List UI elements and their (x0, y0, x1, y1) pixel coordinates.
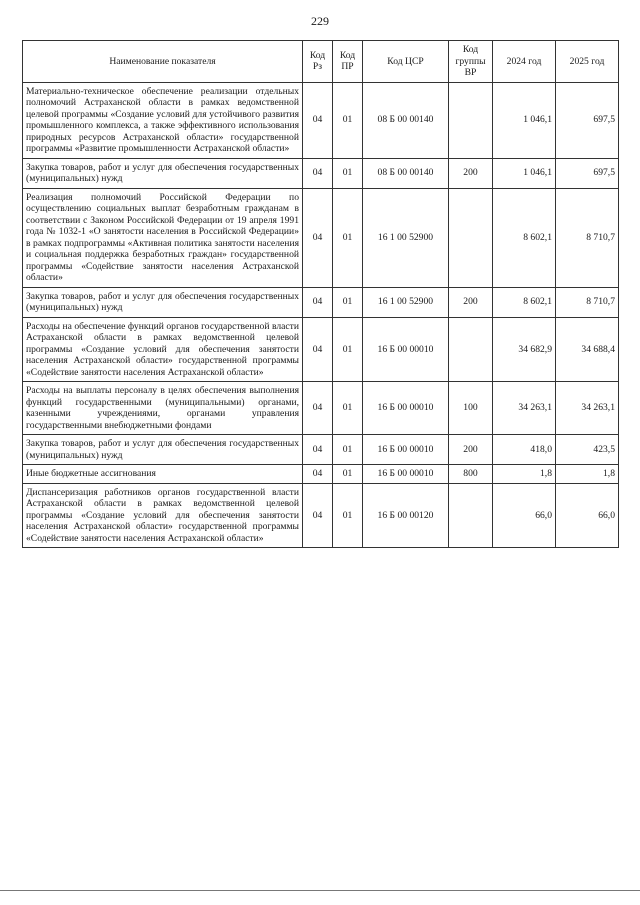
row-rz: 04 (303, 465, 333, 484)
row-vr: 200 (449, 158, 493, 188)
header-csr: Код ЦСР (363, 41, 449, 83)
row-pr: 01 (333, 158, 363, 188)
row-rz: 04 (303, 435, 333, 465)
header-2025: 2025 год (556, 41, 619, 83)
row-vr (449, 188, 493, 287)
row-2024: 8 602,1 (493, 287, 556, 317)
table-header-row (23, 41, 619, 83)
table-row (23, 82, 619, 158)
row-csr: 16 1 00 52900 (363, 287, 449, 317)
row-rz: 04 (303, 382, 333, 435)
row-name: Расходы на обеспечение функций органов государственной власти Астраханской области в рамках ведомственной целевой программы «Создание условий для обеспечения занятости населения Астраханской области» государственной программы «Содействие занятости населения Астраханской области» (23, 317, 303, 382)
header-2024: 2024 год (493, 41, 556, 83)
header-pr: Код ПР (333, 41, 363, 83)
row-vr: 200 (449, 435, 493, 465)
row-name: Закупка товаров, работ и услуг для обеспечения государственных (муниципальных) нужд (23, 158, 303, 188)
row-pr: 01 (333, 287, 363, 317)
row-rz: 04 (303, 82, 333, 158)
row-rz: 04 (303, 483, 333, 548)
table-row (23, 483, 619, 548)
row-2025: 66,0 (556, 483, 619, 548)
row-2024: 1,8 (493, 465, 556, 484)
row-rz: 04 (303, 317, 333, 382)
row-name: Закупка товаров, работ и услуг для обеспечения государственных (муниципальных) нужд (23, 435, 303, 465)
row-2024: 34 682,9 (493, 317, 556, 382)
row-pr: 01 (333, 382, 363, 435)
row-csr: 08 Б 00 00140 (363, 158, 449, 188)
row-2025: 34 263,1 (556, 382, 619, 435)
row-2024: 1 046,1 (493, 82, 556, 158)
row-vr (449, 483, 493, 548)
row-rz: 04 (303, 287, 333, 317)
table-row (23, 317, 619, 382)
row-name: Материально-техническое обеспечение реализации отдельных полномочий Астраханской области в рамках ведомственной целевой программы «Создание условий для устойчивого развития промышленного комплекса, а также эффективного использования природных ресурсов Астраханской области» государственной программы «Развитие промышленности Астраханской области» (23, 82, 303, 158)
row-2024: 418,0 (493, 435, 556, 465)
row-2025: 697,5 (556, 158, 619, 188)
header-vr: Код группы ВР (449, 41, 493, 83)
header-name: Наименование показателя (23, 41, 303, 83)
row-2024: 8 602,1 (493, 188, 556, 287)
row-2025: 34 688,4 (556, 317, 619, 382)
row-vr: 200 (449, 287, 493, 317)
row-name: Реализация полномочий Российской Федерации по осуществлению социальных выплат безработным гражданам в соответствии с Законом Российской Федерации от 19 апреля 1991 года № 1032-1 «О занятости населения в Российской Федерации» в рамках подпрограммы «Активная политика занятости населения и социальная поддержка безработных граждан» государственной программы «Содействие занятости населения Астраханской области» (23, 188, 303, 287)
row-pr: 01 (333, 82, 363, 158)
row-rz: 04 (303, 188, 333, 287)
row-csr: 16 Б 00 00010 (363, 382, 449, 435)
row-csr: 16 1 00 52900 (363, 188, 449, 287)
bottom-rule (0, 890, 640, 891)
row-vr (449, 82, 493, 158)
row-pr: 01 (333, 435, 363, 465)
row-vr: 800 (449, 465, 493, 484)
row-2025: 8 710,7 (556, 287, 619, 317)
row-csr: 08 Б 00 00140 (363, 82, 449, 158)
row-2025: 1,8 (556, 465, 619, 484)
row-vr (449, 317, 493, 382)
header-rz: Код Рз (303, 41, 333, 83)
table-row (23, 465, 619, 484)
row-csr: 16 Б 00 00010 (363, 465, 449, 484)
row-name: Иные бюджетные ассигнования (23, 465, 303, 484)
row-2024: 34 263,1 (493, 382, 556, 435)
row-name: Закупка товаров, работ и услуг для обеспечения государственных (муниципальных) нужд (23, 287, 303, 317)
row-2025: 423,5 (556, 435, 619, 465)
row-pr: 01 (333, 317, 363, 382)
row-2024: 1 046,1 (493, 158, 556, 188)
row-name: Расходы на выплаты персоналу в целях обеспечения выполнения функций государственными (муниципальными) органами, казенными учреждениями, органами управления государственными внебюджетными фондами (23, 382, 303, 435)
table-row (23, 158, 619, 188)
table-row (23, 188, 619, 287)
row-2025: 697,5 (556, 82, 619, 158)
row-pr: 01 (333, 483, 363, 548)
budget-table (22, 40, 619, 548)
row-csr: 16 Б 00 00010 (363, 435, 449, 465)
row-2025: 8 710,7 (556, 188, 619, 287)
row-rz: 04 (303, 158, 333, 188)
page-number: 229 (311, 14, 329, 28)
table-row (23, 435, 619, 465)
row-csr: 16 Б 00 00010 (363, 317, 449, 382)
row-2024: 66,0 (493, 483, 556, 548)
table-row (23, 382, 619, 435)
row-csr: 16 Б 00 00120 (363, 483, 449, 548)
row-name: Диспансеризация работников органов государственной власти Астраханской области в рамках ведомственной целевой программы «Создание условий для обеспечения занятости населения Астраханской области» государственной программы «Содействие занятости населения Астраханской области» (23, 483, 303, 548)
row-pr: 01 (333, 188, 363, 287)
table-row (23, 287, 619, 317)
row-vr: 100 (449, 382, 493, 435)
row-pr: 01 (333, 465, 363, 484)
